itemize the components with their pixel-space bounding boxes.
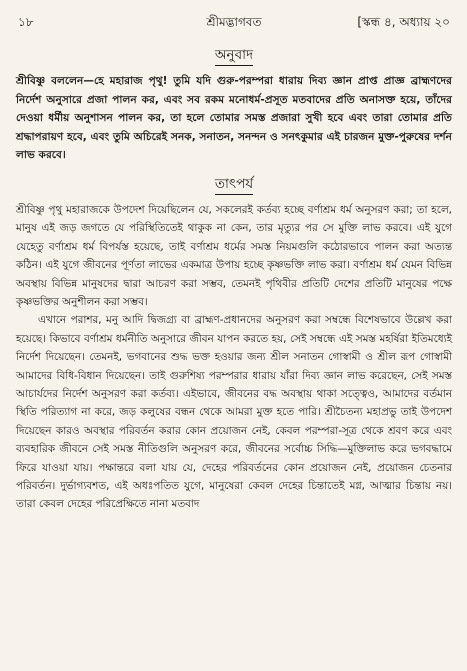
chapter-reference: [স্কন্ধ ৪, অধ্যায় ২০ <box>357 15 450 29</box>
page-header <box>14 12 454 36</box>
purport-heading <box>14 175 454 195</box>
purport-heading-text: তাৎপর্য <box>215 175 253 195</box>
purport-body <box>14 201 454 514</box>
translation-heading <box>14 46 454 66</box>
book-page <box>14 12 454 660</box>
purport-paragraph: এখানে পরাশর, মনু আদি দ্বিজগ্র্য বা ব্রাহ্মণ-প্রধানদের অনুসরণ করা সম্বন্ধে বিশেষভাবে উল্লেখ করা হয়েছে। কিভাবে বর্ণাশ্রম ধর্মনীতি অনুসারে জীবন যাপন করতে হয়, সেই সম্বন্ধে এই সমস্ত মহর্ষিরা ইতিমধ্যেই নির্দেশ দিয়েছেন। তেমনই, ভগবানের শুদ্ধ ভক্ত হওয়ার জন্য শ্রীল সনাতন গোস্বামী ও শ্রীল রূপ গোস্বামী আমাদের বিধি-বিধান দিয়েছেন। তাই গুরুশিষ্য পরম্পরার ধারায় যাঁরা দিব্য জ্ঞান লাভ করেছেন, সেই সমস্ত আচার্যদের নির্দেশ অনুসরণ করা কর্তব্য। এইভাবে, জীবনের বদ্ধ অবস্থায় থাকা সত্ত্বেও, আমাদের বর্তমান স্থিতি পরিত্যাগ না করে, জড় কলুষের বন্ধন থেকে আমরা মুক্ত হতে পারি। শ্রীচৈতন্য মহাপ্রভু তাই উপদেশ দিয়েছেন কারও অবস্থার পরিবর্তন করার কোন প্রয়োজন নেই, কেবল পরম্পরা-সূত্র থেকে শ্রবণ করে এবং ব্যবহারিক জীবনে সেই সমস্ত নীতিগুলি অনুসরণ করে, জীবনের সর্বোচ্চ সিদ্ধি—মুক্তিলাভ করে ভগবদ্ধামে ফিরে যাওয়া যায়। পক্ষান্তরে বলা যায় যে, দেহের পরিবর্তনের কোন প্রয়োজন নেই, প্রয়োজন চেতনার পরিবর্তন। দুর্ভাগ্যবশত, এই অধঃপতিত যুগে, মানুষেরা কেবল দেহের চিন্তাতেই মগ্ন, আত্মার চিন্তায় নয়। তারা কেবল দেহের পরিপ্রেক্ষিতে নানা মতবাদ <box>16 314 452 511</box>
book-title: শ্রীমদ্ভাগবত <box>206 15 262 29</box>
page-number: ১৮ <box>18 15 34 29</box>
translation-heading-text: অনুবাদ <box>215 46 253 66</box>
purport-paragraph: শ্রীবিষ্ণু পৃথু মহারাজকে উপদেশ দিয়েছিলেন যে, সকলেরই কর্তব্য হচ্ছে বর্ণাশ্রম ধর্ম অনুসরণ করা; তা হলে, মানুষ এই জড় জগতে যে পরিস্থিতিতেই থাকুক না কেন, তার মৃত্যুর পর সে মুক্তি লাভ করবে। এই যুগে যেহেতু বর্ণাশ্রম ধর্ম বিপর্যস্ত হয়েছে, তাই বর্ণাশ্রম ধর্মের সমস্ত নিয়মগুলি কঠোরভাবে পালন করা অত্যন্ত কঠিন। এই যুগে জীবনের পূর্ণতা লাভের একমাত্র উপায় হচ্ছে কৃষ্ণভক্তি লাভ করা। বর্ণাশ্রম ধর্ম যেমন বিভিন্ন অবস্থায় বিভিন্ন মানুষদের দ্বারা আচরণ করা সম্ভব, তেমনই পৃথিবীর প্রতিটি দেশের প্রতিটি মানুষের পক্ষে কৃষ্ণভক্তির অনুশীলন করা সম্ভব। <box>16 203 452 308</box>
translation-text: শ্রীবিষ্ণু বললেন—হে মহারাজ পৃথু! তুমি যদি গুরু-পরম্পরা ধারায় দিব্য জ্ঞান প্রাপ্ত প্রাজ্ঞ ব্রাহ্মণদের নির্দেশ অনুসারে প্রজা পালন কর, এবং সব রকম মনোধর্ম-প্রসূত মতবাদের প্রতি অনাসক্ত হয়ে, তাঁদের দেওয়া ধর্মীয় অনুশাসন পালন কর, তা হলে তোমার সমস্ত প্রজারা সুখী হবে এবং তারা তোমার প্রতি শ্রদ্ধাপরায়ণ হবে, এবং তুমি অচিরেই সনক, সনাতন, সনন্দন ও সনৎকুমার এই চারজন মুক্ত-পুরুষের দর্শন লাভ করবে। <box>16 75 452 162</box>
